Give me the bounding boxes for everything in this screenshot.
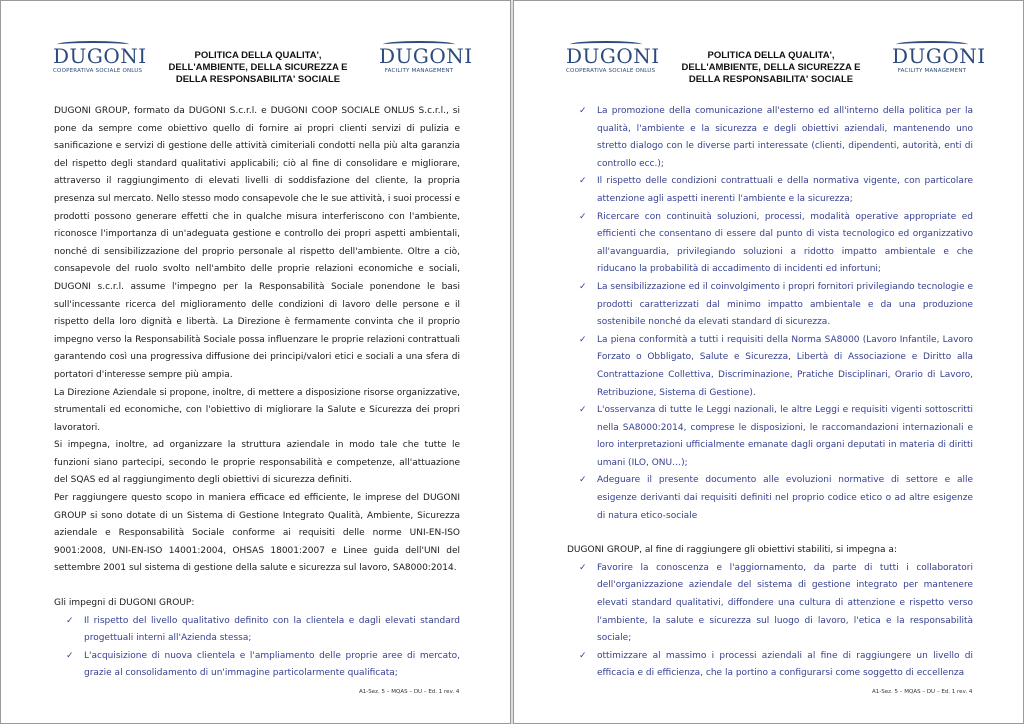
logo-subtitle: FACILITY MANAGEMENT	[897, 68, 967, 74]
check-icon: ✓	[579, 405, 587, 416]
title-line: POLITICA DELLA QUALITA',	[707, 50, 835, 61]
title-line: DELL'AMBIENTE, DELLA SICUREZZA E	[681, 62, 861, 73]
list-item-text: L'osservanza di tutte le Leggi nazionali, le altre Leggi e requisiti vigenti sottoscritti nella SA8000:2014, comprese le disposizioni, le raccomandazioni internazionali e loro interpretazioni ufficialmente emanate dagli organi deputati in materia di diritti umani (ILO, ONU…);	[597, 405, 973, 468]
page-title	[153, 50, 363, 86]
logo-word: DUGONI	[566, 44, 660, 68]
page-footer: A1-Sez. 5 – MQAS – DU – Ed. 1 rev. 4	[359, 689, 460, 695]
title-line: DELL'AMBIENTE, DELLA SICUREZZA E	[168, 62, 348, 73]
list-item	[567, 472, 973, 525]
list-item-text: Adeguare il presente documento alle evoluzioni normative di settore e alle esigenze derivanti dai requisiti definiti nel proprio codice etico o ad altre esigenze di natura etico-sociale	[597, 475, 973, 521]
commitments-list	[54, 613, 460, 683]
check-icon: ✓	[579, 562, 587, 573]
title-line: DELLA RESPONSABILITA' SOCIALE	[688, 74, 854, 85]
list-item	[54, 648, 460, 683]
check-icon: ✓	[579, 176, 587, 187]
document-page-left	[0, 0, 511, 724]
body-paragraph: Per raggiungere questo scopo in maniera efficace ed efficiente, le imprese del DUGONI GROUP si sono dotate di un Sistema di Gestione Integrato Qualità, Ambiente, Sicurezza aziendale e Responsabilità Sociale conforme ai requisiti delle norme UNI-EN-ISO 9001:2008, UNI-EN-ISO 14001:2004, OHSAS 18001:2007 e Linee guida dell'UNI del settembre 2001 sul sistema di gestione della salute e sicurezza sul lavoro, SA8000:2014.	[54, 493, 460, 574]
document-page-right	[513, 0, 1024, 724]
page-body	[567, 103, 973, 683]
body-paragraph: DUGONI GROUP, formato da DUGONI S.c.r.l. e DUGONI COOP SOCIALE ONLUS S.c.r.l., si pone da sempre come obiettivo quello di fornire ai propri clienti servizi di pulizia e sanificazione e servizi di gestione delle attività cimiteriali condotti nella più alta garanzia del rispetto degli standard qualitativi applicabili; ciò al fine di consolidare e migliorare, attraverso il raggiungimento di elevati livelli di soddisfazione del cliente, la propria presenza sul mercato. Nello stesso modo consapevole che le sue attività, i suoi processi e prodotti possono generare effetti che in qualche misura interferiscono con l'ambiente, riconosce l'importanza di un'adeguata gestione e controllo dei propri aspetti ambientali, nonché di sensibilizzazione del proprio personale al rispetto dell'ambiente. Oltre a ciò, consapevole del ruolo svolto nell'ambito delle proprie relazioni economiche e sociali, DUGONI s.c.r.l. assume l'impegno per la Responsabilità Sociale ponendone le basi sull'incessante ricerca del miglioramento delle condizioni di lavoro delle persone e il rispetto della loro dignità e libertà. La Direzione è fermamente convinta che il proprio impegno verso la Responsabilità Sociale possa influenzare le proprie relazioni contrattuali garantendo così una progressiva diffusione dei principi/valori etici e sociali a una sfera di portatori d'interesse sempre più ampia.	[54, 106, 460, 380]
list-item-text: L'acquisizione di nuova clientela e l'ampliamento delle proprie aree di mercato, grazie al consolidamento di un'immagine particolarmente qualificata;	[84, 650, 460, 679]
list-item-text: La sensibilizzazione ed il coinvolgimento i propri fornitori privilegiando tecnologie e prodotti caratterizzati dal minimo impatto ambientale e da una produzione sostenibile nonché da elevati standard di sicurezza.	[597, 281, 973, 328]
page-title	[666, 50, 876, 86]
logo-subtitle: FACILITY MANAGEMENT	[384, 68, 454, 74]
body-paragraph: Si impegna, inoltre, ad organizzare la struttura aziendale in modo tale che tutte le funzioni siano partecipi, secondo le proprie responsabilità e competenze, all'attuazione del SQAS ed al raggiungimento degli obiettivi di sicurezza definiti.	[54, 440, 460, 486]
list-item	[567, 402, 973, 472]
section-heading: Gli impegni di DUGONI GROUP:	[54, 598, 195, 609]
check-icon: ✓	[579, 211, 587, 222]
dugoni-fm-logo	[379, 41, 473, 76]
check-icon: ✓	[579, 334, 587, 345]
check-icon: ✓	[579, 106, 587, 116]
list-item	[54, 613, 460, 648]
list-item	[567, 173, 973, 208]
list-item-text: ottimizzare al massimo i processi aziendali al fine di raggiungere un livello di efficacia e di efficienza, che la portino a configurarsi come soggetto di eccellenza	[597, 650, 973, 679]
logo-word: DUGONI	[379, 44, 473, 68]
title-line: DELLA RESPONSABILITA' SOCIALE	[175, 74, 341, 85]
body-paragraph: La Direzione Aziendale si propone, inoltre, di mettere a disposizione risorse organizzative, strumentali ed economiche, con l'obiettivo di migliorare la Salute e Sicurezza dei propri lavoratori.	[54, 387, 460, 433]
dugoni-coop-logo	[566, 41, 660, 76]
list-item	[567, 103, 973, 173]
list-item-text: La promozione della comunicazione all'esterno ed all'interno della politica per la qualità, l'ambiente e la sicurezza e degli obiettivi aziendali, mantenendo uno stretto dialogo con le diverse parti interessate (clienti, dipendenti, autorità, enti di controllo ecc.);	[597, 106, 973, 169]
list-item-text: Il rispetto delle condizioni contrattuali e della normativa vigente, con particolare attenzione agli aspetti inerenti l'ambiente e la sicurezza;	[597, 176, 973, 204]
check-icon: ✓	[579, 475, 587, 486]
commitments-list	[567, 103, 973, 525]
page-body	[54, 103, 460, 683]
logo-word: DUGONI	[53, 44, 147, 68]
check-icon: ✓	[579, 650, 587, 661]
logo-word: DUGONI	[892, 44, 986, 68]
dugoni-coop-logo	[53, 41, 147, 76]
section-intro: DUGONI GROUP, al fine di raggiungere gli obiettivi stabiliti, si impegna a:	[567, 545, 897, 556]
list-item	[567, 648, 973, 683]
check-icon: ✓	[66, 615, 74, 626]
title-line: POLITICA DELLA QUALITA',	[194, 50, 322, 61]
check-icon: ✓	[66, 650, 74, 661]
list-item	[567, 560, 973, 648]
list-item-text: La piena conformità a tutti i requisiti della Norma SA8000 (Lavoro Infantile, Lavoro Forzato o Obbligato, Salute e Sicurezza, Libertà di Associazione e Diritto alla Contrattazione Collettiva, Discriminazione, Pratiche Disciplinari, Orario di Lavoro, Retribuzione, Sistema di Gestione).	[597, 334, 973, 398]
list-item-text: Ricercare con continuità soluzioni, processi, modalità operative appropriate ed efficienti che consentano di essere dal punto di vista tecnologico ed organizzativo all'avanguardia, privilegiando soluzioni a ridotto impatto ambientale e che riducano la probabilità di accadimento di incidenti ed infortuni;	[597, 211, 973, 275]
logo-subtitle: COOPERATIVA SOCIALE ONLUS	[53, 68, 143, 74]
logo-subtitle: COOPERATIVA SOCIALE ONLUS	[566, 68, 656, 74]
check-icon: ✓	[579, 281, 587, 292]
list-item-text: Il rispetto del livello qualitativo definito con la clientela e dagli elevati standard progettuali interni all'Azienda stessa;	[84, 615, 460, 644]
list-item-text: Favorire la conoscenza e l'aggiornamento, da parte di tutti i collaboratori dell'organizzazione aziendale del sistema di gestione integrato per mantenere elevati standard qualitativi, diffondere una cultura di attenzione e rispetto verso l'ambiente, la salute e sicurezza sul luogo di lavoro, l'etica e la responsabilità sociale;	[597, 562, 973, 644]
list-item	[567, 209, 973, 279]
list-item	[567, 279, 973, 332]
dugoni-fm-logo	[892, 41, 986, 76]
commitments-list-2	[567, 560, 973, 683]
page-footer: A1-Sez. 5 – MQAS – DU – Ed. 1 rev. 4	[872, 689, 973, 695]
list-item	[567, 332, 973, 402]
